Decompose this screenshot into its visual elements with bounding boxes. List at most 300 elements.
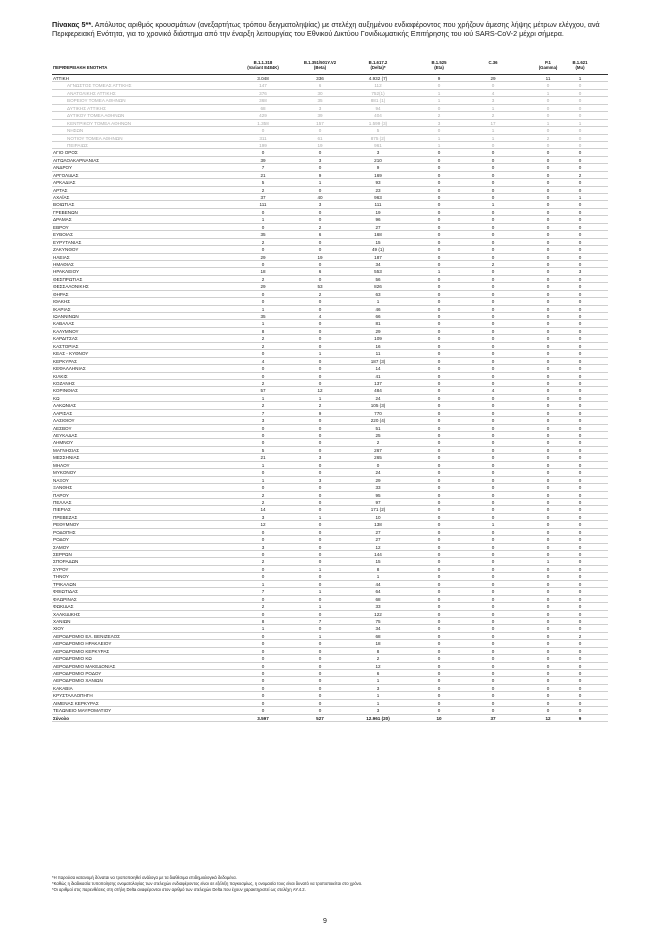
cell-value: 0 [437, 195, 441, 200]
cell-value: 0 [491, 663, 495, 669]
cell-value: 0 [546, 83, 550, 89]
cell-value: 0 [491, 291, 495, 297]
cell-value: 0 [546, 477, 550, 483]
cell-value: 1 [376, 700, 380, 706]
cell-value: 0 [546, 403, 550, 409]
cell-value: 0 [578, 529, 582, 535]
region-name: ΚΕΝΤΡΙΚΟΥ ΤΟΜΕΑ ΑΘΗΝΩΝ [67, 120, 132, 126]
cell-value: 35 [260, 232, 266, 238]
cell-value: 0 [546, 485, 550, 491]
region-name: ΠΙΕΡΙΑΣ [53, 507, 71, 513]
cell-value: 0 [491, 269, 495, 275]
cell-value: 1 [491, 202, 495, 208]
cell-value: 3 [376, 685, 380, 691]
cell-value: 0 [578, 499, 582, 505]
cell-value: 0 [318, 418, 322, 424]
cell-value: 1 [318, 566, 322, 572]
cell-value: 0 [261, 552, 265, 557]
cell-value: 0 [578, 581, 582, 587]
cell-value: 4 [261, 358, 265, 364]
table-row [52, 677, 608, 684]
cell-value: 94 [375, 105, 381, 111]
cell-value: 2 [376, 440, 380, 446]
region-name: ΜΑΓΝΗΣΙΑΣ [53, 447, 80, 453]
cell-value: 0 [318, 596, 322, 602]
cell-value: 0 [261, 708, 265, 714]
table-row [52, 187, 608, 194]
cell-value: 169 [374, 172, 382, 178]
region-name: ΚΑΡΔΙΤΣΑΣ [53, 336, 78, 342]
region-name: ΦΛΩΡΙΝΑΣ [53, 596, 77, 602]
cell-value: 0 [437, 708, 441, 714]
cell-value: 0 [546, 380, 550, 386]
table-row [52, 395, 608, 402]
cell-value: 0 [491, 477, 495, 483]
cell-value: 0 [261, 485, 265, 491]
cell-value: 368 [259, 98, 267, 104]
cell-value: 0 [318, 217, 322, 223]
region-name: ΣΑΜΟΥ [53, 544, 70, 550]
cell-value: 49 (1) [371, 247, 384, 253]
cell-value: 10 [375, 514, 381, 520]
cell-value: 25 [375, 433, 381, 438]
cell-value: 0 [437, 485, 441, 491]
cell-value: 109 [374, 336, 382, 342]
region-name: ΠΡΕΒΕΖΑΣ [53, 514, 78, 520]
cell-value: 0 [491, 425, 495, 431]
cell-value: 138 [374, 522, 382, 528]
cell-value: 0 [546, 328, 550, 334]
cell-value: 1 [491, 135, 495, 141]
cell-value: 1 [546, 90, 550, 96]
table-row [52, 246, 608, 253]
cell-value: 0 [437, 261, 441, 267]
cell-value: 0 [437, 373, 441, 379]
cell-value: 0 [491, 566, 495, 572]
cell-value: 7 [261, 589, 265, 595]
cell-value: 0 [437, 544, 441, 550]
cell-value: 0 [261, 678, 265, 684]
cell-value: 0 [546, 269, 550, 275]
cell-value: 267 [374, 447, 382, 453]
cell-value: 770 [374, 410, 382, 416]
cell-value: 0 [491, 418, 495, 424]
cell-value: 3 [261, 514, 265, 520]
cell-value: 0 [578, 522, 582, 528]
header-variant: P.1 (Gamma) [538, 60, 558, 71]
cell-value: 0 [318, 306, 322, 312]
cell-value: 0 [437, 202, 441, 208]
cell-value: 0 [318, 485, 322, 491]
cell-value: 0 [491, 529, 495, 535]
cell-value: 40 [317, 195, 323, 200]
cell-value: 0 [578, 455, 582, 461]
cell-value: 0 [546, 574, 550, 580]
cell-value: 0 [318, 552, 322, 557]
cell-value: 9 [376, 165, 380, 171]
cell-value: 0 [578, 113, 582, 119]
table-row [52, 402, 608, 409]
cell-value: 11 [545, 76, 551, 81]
cell-value: 137 [374, 380, 382, 386]
cell-value: 0 [578, 343, 582, 349]
cell-value: 168 [374, 232, 382, 238]
table-row [52, 462, 608, 469]
table-row [52, 573, 608, 580]
cell-value: 3.597 [257, 715, 269, 721]
cell-value: 29 [490, 76, 496, 81]
cell-value: 0 [578, 306, 582, 312]
cell-value: 12 [375, 544, 381, 550]
cell-value: 2 [578, 172, 582, 178]
cell-value: 376 [259, 90, 267, 96]
cell-value: 0 [546, 351, 550, 357]
cell-value: 0 [318, 433, 322, 438]
cell-value: 187 [374, 254, 382, 260]
cell-value: 220 (4) [370, 418, 386, 424]
region-name: ΑΝΔΡΟΥ [53, 165, 73, 171]
cell-value: 111 [374, 202, 382, 208]
cell-value: 19 [375, 209, 381, 215]
cell-value: 0 [491, 232, 495, 238]
cell-value: 0 [437, 499, 441, 505]
cell-value: 0 [261, 470, 265, 476]
cell-value: 0 [437, 648, 441, 654]
cell-value: 0 [318, 574, 322, 580]
table-row [52, 313, 608, 320]
cell-value: 0 [437, 380, 441, 386]
cell-value: 0 [437, 306, 441, 312]
cell-value: 199 [259, 142, 267, 148]
cell-value: 4 [491, 388, 495, 394]
cell-value: 0 [546, 537, 550, 543]
cell-value: 0 [437, 678, 441, 684]
cell-value: 8 [376, 566, 380, 572]
cell-value: 3 [261, 544, 265, 550]
cell-value: 0 [546, 492, 550, 498]
cell-value: 0 [261, 128, 265, 134]
table-row [52, 417, 608, 424]
table-row [52, 700, 608, 707]
cell-value: 0 [578, 656, 582, 662]
cell-value: 0 [578, 395, 582, 401]
region-name: ΘΕΣΠΡΩΤΙΑΣ [53, 276, 83, 282]
region-name: ΚΕΑΣ - ΚΥΘΝΟΥ [53, 351, 89, 357]
cell-value: 157 [316, 120, 324, 126]
table-row [52, 97, 608, 104]
cell-value: 2 [261, 604, 265, 610]
cell-value: 17 [490, 120, 496, 126]
table-row [52, 640, 608, 647]
cell-value: 0 [578, 604, 582, 610]
cell-value: 0 [578, 648, 582, 654]
cell-value: 12 [260, 522, 266, 528]
cell-value: 0 [578, 544, 582, 550]
region-name: ΒΟΡΕΙΟΥ ΤΟΜΕΑ ΑΘΗΝΩΝ [67, 98, 126, 104]
cell-value: 2 [578, 633, 582, 639]
cell-value: 24 [375, 470, 381, 476]
cell-value: 0 [578, 418, 582, 424]
cell-value: 0 [437, 343, 441, 349]
cell-value: 2 [261, 492, 265, 498]
cell-value: 9 [437, 76, 441, 81]
cell-value: 0 [491, 328, 495, 334]
cell-value: 0 [261, 224, 265, 230]
cell-value: 0 [578, 157, 582, 163]
cell-value: 0 [546, 663, 550, 669]
cell-value: 2 [261, 276, 265, 282]
cell-value: 3.048 [257, 76, 269, 81]
cell-value: 0 [318, 247, 322, 253]
caption-text: Απόλυτος αριθμός κρουσμάτων (ανεξαρτήτως τρόπου δειγματοληψίας) με στελέχη αυξημένου ενδιαφέροντος που χρήζουν άμεσης λήψης μέτρων ελέγχου, ανά Περιφερειακή Ενότητα, για το χρονικό διάστημα από την έναρξη λειτουργίας του Εθνικού Δικτύου Γονιδιωματικής Επιτήρησης του ιού SARS-CoV-2 μέχρι σήμερα. [52, 20, 600, 39]
cell-value: 0 [546, 172, 550, 178]
cell-value: 0 [491, 559, 495, 565]
cell-value: 0 [437, 522, 441, 528]
cell-value: 0 [318, 336, 322, 342]
cell-value: 0 [491, 157, 495, 163]
table-row [52, 581, 608, 588]
cell-value: 0 [491, 314, 495, 319]
cell-value: 0 [491, 499, 495, 505]
cell-value: 0 [578, 239, 582, 245]
cell-value: 0 [437, 552, 441, 557]
table-row [52, 201, 608, 208]
table-row [52, 618, 608, 625]
cell-value: 0 [491, 299, 495, 305]
region-name: ΠΕΛΛΑΣ [53, 499, 72, 505]
cell-value: 10 [436, 715, 442, 721]
cell-value: 12 [545, 715, 551, 721]
cell-value: 9 [318, 410, 322, 416]
cell-value: 75 [375, 618, 381, 624]
cell-value: 61 [317, 135, 323, 141]
region-name: ΡΟΔΟΥ [53, 537, 70, 543]
region-name: ΘΗΡΑΣ [53, 291, 69, 297]
table-row [52, 328, 608, 335]
cell-value: 0 [546, 604, 550, 610]
cell-value: 2 [261, 499, 265, 505]
cell-value: 0 [491, 336, 495, 342]
cell-value: 5 [261, 180, 265, 186]
cell-value: 0 [578, 693, 582, 699]
cell-value: 0 [437, 559, 441, 565]
cell-value: 0 [437, 581, 441, 587]
cell-value: 0 [578, 611, 582, 617]
cell-value: 0 [437, 217, 441, 223]
cell-value: 6 [318, 269, 322, 275]
table-row [52, 536, 608, 543]
table-row [52, 380, 608, 387]
table-row [52, 291, 608, 298]
region-name: ΑΡΤΑΣ [53, 187, 68, 193]
cell-value: 63 [375, 291, 381, 297]
region-name: ΝΗΣΩΝ [67, 128, 84, 134]
cell-value: 0 [318, 685, 322, 691]
cell-value: 8 [261, 328, 265, 334]
cell-value: 0 [318, 380, 322, 386]
table-row [52, 283, 608, 290]
cell-value: 24 [375, 395, 381, 401]
region-name: ΓΡΕΒΕΝΩΝ [53, 209, 78, 215]
cell-value: 0 [578, 90, 582, 96]
table-row [52, 224, 608, 231]
cell-value: 68 [375, 633, 381, 639]
cell-value: 0 [261, 693, 265, 699]
cell-value: 2 [261, 403, 265, 409]
cell-value: 0 [318, 663, 322, 669]
cell-value: 1 [318, 351, 322, 357]
cell-value: 16 [375, 343, 381, 349]
cell-value: 0 [491, 596, 495, 602]
table-row [52, 127, 608, 134]
cell-value: 311 [259, 135, 267, 141]
region-name: ΔΡΑΜΑΣ [53, 217, 72, 223]
table-row [52, 164, 608, 171]
region-name: ΕΥΡΥΤΑΝΙΑΣ [53, 239, 82, 245]
cell-value: 0 [437, 314, 441, 319]
cell-value: 0 [437, 336, 441, 342]
cell-value: 336 [316, 76, 324, 81]
table-row [52, 105, 608, 112]
table-header [52, 60, 608, 75]
cell-value: 0 [546, 165, 550, 171]
cell-value: 0 [546, 187, 550, 193]
cell-value: 0 [491, 306, 495, 312]
cell-value: 0 [546, 633, 550, 639]
region-name: ΗΜΑΘΙΑΣ [53, 261, 74, 267]
cell-value: 0 [491, 485, 495, 491]
variants-table [52, 60, 608, 722]
cell-value: 0 [437, 693, 441, 699]
cell-value: 0 [578, 202, 582, 208]
cell-value: 1 [437, 135, 441, 141]
cell-value: 0 [491, 403, 495, 409]
cell-value: 12 [317, 388, 323, 394]
cell-value: 0 [578, 537, 582, 543]
cell-value: 0 [318, 276, 322, 282]
cell-value: 0 [546, 150, 550, 156]
cell-value: 0 [546, 470, 550, 476]
cell-value: 0 [578, 641, 582, 647]
cell-value: 0 [491, 83, 495, 89]
cell-value: 1 [318, 514, 322, 520]
region-name: ΑΓΝΩΣΤΟΣ ΤΟΜΕΑΣ ΑΤΤΙΚΗΣ [67, 83, 132, 89]
cell-value: 0 [546, 618, 550, 624]
cell-value: 0 [546, 641, 550, 647]
cell-value: 0 [437, 440, 441, 446]
cell-value: 0 [491, 648, 495, 654]
cell-value: 0 [437, 447, 441, 453]
cell-value: 0 [578, 314, 582, 319]
cell-value: 1 [546, 120, 550, 126]
cell-value: 0 [491, 351, 495, 357]
cell-value: 0 [318, 611, 322, 617]
cell-value: 1 [546, 559, 550, 565]
cell-value: 7 [261, 165, 265, 171]
cell-value: 0 [546, 209, 550, 215]
cell-value: 0 [546, 157, 550, 163]
cell-value: 3 [437, 120, 441, 126]
cell-value: 0 [261, 425, 265, 431]
cell-value: 0 [437, 455, 441, 461]
table-caption [52, 20, 608, 39]
cell-value: 1 [261, 321, 265, 327]
cell-value: 265 [374, 455, 382, 461]
cell-value: 0 [546, 455, 550, 461]
cell-value: 3 [318, 157, 322, 163]
cell-value: 29 [260, 284, 266, 290]
cell-value: 0 [318, 529, 322, 535]
cell-value: 0 [318, 440, 322, 446]
region-name: ΞΑΝΘΗΣ [53, 485, 73, 491]
cell-value: 0 [546, 202, 550, 208]
cell-value: 5 [261, 447, 265, 453]
cell-value: 18 [375, 641, 381, 647]
cell-value: 0 [318, 239, 322, 245]
cell-value: 210 [374, 157, 382, 163]
cell-value: 105 (3) [370, 403, 386, 409]
cell-value: 963 [374, 195, 382, 200]
region-name: ΧΑΝΙΩΝ [53, 618, 71, 624]
cell-value: 0 [578, 403, 582, 409]
cell-value: 0 [578, 388, 582, 394]
cell-value: 6 [376, 671, 380, 676]
table-row [52, 670, 608, 677]
region-name: ΑΡΓΟΛΙΔΑΣ [53, 172, 79, 178]
cell-value: 0 [318, 462, 322, 468]
cell-value: 35 [260, 314, 266, 319]
cell-value: 97 [375, 499, 381, 505]
region-name: ΑΕΡΟΔΡΟΜΙΟ ΡΟΔΟΥ [53, 671, 102, 676]
region-name: ΙΘΑΚΗΣ [53, 299, 71, 305]
cell-value: 0 [318, 522, 322, 528]
cell-value: 0 [578, 559, 582, 565]
cell-value: 0 [546, 648, 550, 654]
cell-value: 0 [437, 172, 441, 178]
table-row [52, 216, 608, 223]
cell-value: 0 [437, 514, 441, 520]
cell-value: 0 [578, 284, 582, 290]
cell-value: 0 [437, 105, 441, 111]
cell-value: 3 [261, 418, 265, 424]
cell-value: 0 [491, 700, 495, 706]
cell-value: 39 [260, 157, 266, 163]
table-row [52, 149, 608, 156]
region-name: ΚΟΡΙΝΘΙΑΣ [53, 388, 78, 394]
table-row [52, 521, 608, 528]
cell-value: 0 [318, 425, 322, 431]
cell-value: 1 [376, 678, 380, 684]
region-name: ΛΑΚΩΝΙΑΣ [53, 403, 77, 409]
region-name: ΦΘΙΩΤΙΔΑΣ [53, 589, 79, 595]
cell-value: 0 [491, 366, 495, 372]
cell-value: 7 [261, 410, 265, 416]
cell-value: 33 [375, 604, 381, 610]
table-row [52, 209, 608, 216]
region-name: ΚΕΦΑΛΛΗΝΙΑΣ [53, 366, 86, 372]
cell-value: 0 [318, 499, 322, 505]
cell-value: 27 [375, 224, 381, 230]
cell-value: 0 [546, 626, 550, 632]
cell-value: 0 [261, 596, 265, 602]
cell-value: 0 [546, 358, 550, 364]
cell-value: 1 [491, 105, 495, 111]
cell-value: 0 [491, 671, 495, 676]
region-name: ΙΚΑΡΙΑΣ [53, 306, 71, 312]
cell-value: 1 [437, 90, 441, 96]
cell-value: 0 [578, 589, 582, 595]
region-name: ΛΕΥΚΑΔΑΣ [53, 433, 78, 438]
